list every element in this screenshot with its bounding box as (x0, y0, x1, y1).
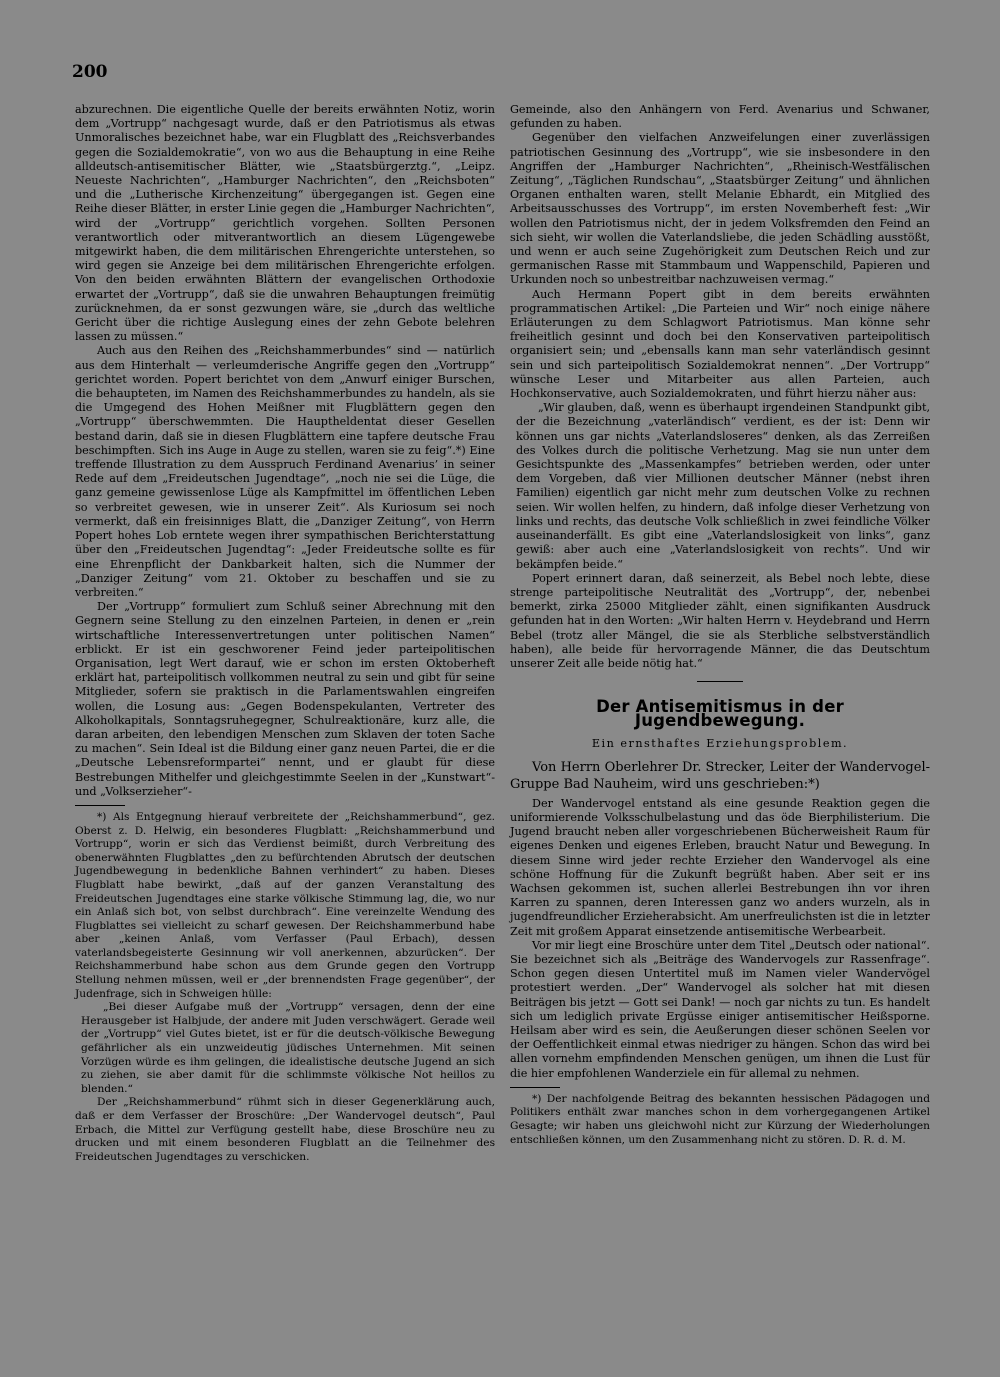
article-separator (697, 681, 743, 682)
paragraph: Der „Vortrupp“ formuliert zum Schluß seiner Abrechnung mit den Gegnern seine Stellung zu den einzelnen Parteien, in denen er „rein wirtschaftliche Interessenvertretungen unter politischen Namen“ erblickt. Er ist ein geschworener Feind jeder parteipolitischen Organisation, legt Wert darauf, wie er schon im ersten Oktoberheft erklärt hat, parteipolitisch vollkommen neutral zu sein und gibt für seine Mitglieder, sofern sie praktisch in die Parlamentswahlen eingreifen wollen, die Losung aus: „Gegen Bodenspekulanten, Vertreter des Alkoholkapitals, Sonntagsruhegegner, Schulreaktionäre, kurz alle, die daran arbeiten, den lebendigen Menschen zum Sklaven der toten Sache zu machen“. Sein Ideal ist die Bildung einer ganz neuen Partei, die er die „Deutsche Lebensreformpartei“ nennt, und er glaubt für diese Bestrebungen Mithelfer und gleichgestimmte Seelen in der „Kunstwart“- und „Volkserzieher“- (75, 600, 495, 798)
footnote-separator (510, 1087, 560, 1088)
paragraph: Gemeinde, also den Anhängern von Ferd. Avenarius und Schwaner, gefunden zu haben. (510, 103, 930, 131)
paragraph: Popert erinnert daran, daß seinerzeit, als Bebel noch lebte, diese strenge parteipolitische Neutralität des „Vortrupp“, der, nebenbei bemerkt, zirka 25000 Mitglieder zählt, einen signifikanten Ausdruck gefunden hat in den Worten: „Wir halten Herrn v. Heydebrand und Herrn Bebel (trotz aller Mängel, die sie als Sterbliche selbstverständlich haben), alle beide für hervorragende Männer, die das Deutschtum unserer Zeit alle beide nötig hat.“ (510, 571, 930, 670)
footnote-paragraph: *) Als Entgegnung hierauf verbreitete der „Reichshammerbund“, gez. Oberst z. D. Helwig, ein besonderes Flugblatt: „Reichshammerbund und Vortrupp“, worin er sich das Verdienst beimißt, durch Verbreitung des obenerwähnten Flugblattes „den zu befürchtenden Abrutsch der deutschen Jugendbewegung in bedenkliche Bahnen verhindert“ zu haben. Dieses Flugblatt habe bewirkt, „daß auf der ganzen Veranstaltung des Freideutschen Jugendtages eine starke völkische Stimmung lag, die, wo nur ein Anlaß sich bot, von selbst durchbrach“. Eine vereinzelte Wendung des Flugblattes sei vielleicht zu scharf gewesen. Der Reichshammerbund habe aber „keinen Anlaß, vom Verfasser (Paul Erbach), dessen vaterlandsbegeisterte Gesinnung wir voll anerkennen, abzurücken“. Der Reichshammerbund habe schon aus dem Grunde gegen den Vortrupp Stellung nehmen müssen, weil er „der brennendsten Frage gegenüber“, der Judenfrage, sich in Schweigen hülle: (75, 810, 495, 1000)
paragraph: Auch Hermann Popert gibt in dem bereits erwähnten programmatischen Artikel: „Die Parteien und Wir“ noch einige nähere Erläuterungen zu dem Schlagwort Patriotismus. Man könne sehr freiheitlich gesinnt und doch bei den Konservativen parteipolitisch organisiert sein; und „ebensalls kann man sehr vaterländisch gesinnt sein und sich parteipolitisch Sozialdemokrat nennen“. „Der Vortrupp“ wünsche Leser und Mitarbeiter aus allen Parteien, auch Hochkonservative, auch Sozialdemokraten, und führt hierzu näher aus: (510, 287, 930, 401)
paragraph: Gegenüber den vielfachen Anzweifelungen einer zuverlässigen patriotischen Gesinnung des „Vortrupp“, wie sie insbesondere in den Angriffen der „Hamburger Nachrichten“, „Rheinisch-Westfälischen Zeitung“, „Täglichen Rundschau“, „Staatsbürger Zeitung“ und ähnlichen Organen enthalten waren, stellt Melanie Ebhardt, ein Mitglied des Arbeitsausschusses des Vortrupp“, im ersten Novemberheft fest: „Wir wollen den Patriotismus nicht, der in jedem Volksfremden den Feind an sich sieht, wir wollen die Vaterlandsliebe, die jeden Schädling ausstößt, und wenn er auch seine Zugehörigkeit zum Deutschen Reich und zur germanischen Rasse mit Stammbaum und Wappenschild, Papieren und Urkunden noch so unbestreitbar nachzuweisen vermag.“ (510, 131, 930, 287)
footnote-separator (75, 805, 125, 806)
footnote: *) Der nachfolgende Beitrag des bekannten hessischen Pädagogen und Politikers enthält zwar manches schon in dem vorhergegangenen Artikel Gesagte; wir haben uns gleichwohl nicht zur Kürzung der Wiederholungen entschließen können, um den Zusammenhang nicht zu stören. D. R. d. M. (510, 1092, 930, 1146)
footnote-paragraph: Der „Reichshammerbund“ rühmt sich in dieser Gegenerklärung auch, daß er dem Verfasser der Broschüre: „Der Wandervogel deutsch“, Paul Erbach, die Mittel zur Verfügung gestellt habe, diese Broschüre neu zu drucken und mit einem besonderen Flugblatt an die Teilnehmer des Freideutschen Jugendtages zu verschicken. (75, 1096, 495, 1163)
article-author: Von Herrn Oberlehrer Dr. Strecker, Leiter der Wandervogel-Gruppe Bad Nauheim, wird uns geschrieben:*) (510, 759, 930, 792)
article-subtitle: Ein ernsthaftes Erziehungsproblem. (591, 736, 849, 750)
paragraph: abzurechnen. Die eigentliche Quelle der bereits erwähnten Notiz, worin dem „Vortrupp“ nachgesagt wurde, daß er den Patriotismus als etwas Unmoralisches bezeichnet habe, war ein Flugblatt des „Reichsverbandes gegen die Sozialdemokratie“, von wo aus die Behauptung in eine Reihe alldeutsch-antisemitischer Blätter, wie „Staatsbürgerztg.“, „Leipz. Neueste Nachrichten“, „Hamburger Nachrichten“, den „Reichsboten“ und die „Lutherische Kirchenzeitung“ übergegangen ist. Gegen eine Reihe dieser Blätter, in erster Linie gegen die „Hamburger Nachrichten“, wird der „Vortrupp“ gerichtlich vorgehen. Sollten Personen verantwortlich oder mitverantwortlich an diesem Lügengewebe mitgewirkt haben, die dem militärischen Ehrengerichte unterstehen, so wird gegen sie Anzeige bei dem militärischen Ehrengerichte erfolgen. Von den beiden erwähnten Blättern der evangelischen Orthodoxie erwartet der „Vortrupp“, daß sie die unwahren Behauptungen freimütig zurücknehmen, da er sonst gezwungen wäre, sie „durch das weltliche Gericht über die richtige Auslegung eines der zehn Gebote belehren lassen zu müssen.“ (75, 103, 495, 344)
paragraph: Auch aus den Reihen des „Reichshammerbundes“ sind — natürlich aus dem Hinterhalt — verleumderische Angriffe gegen den „Vortrupp“ gerichtet worden. Popert berichtet von dem „Anwurf einiger Burschen, die behaupteten, im Namen des Reichshammerbundes zu handeln, als sie die Umgegend des Hohen Meißner mit Flugblättern gegen den „Vortrupp“ überschwemmten. Die Hauptheldentat dieser Gesellen bestand darin, daß sie in diesen Flugblättern eine tapfere deutsche Frau beschimpften. Sich ins Auge in Auge zu stellen, waren sie zu feig“.*) Eine treffende Illustration zu dem Ausspruch Ferdinand Avenarius’ in seiner Rede auf dem „Freideutschen Jugendtage“, „noch nie sei die Lüge, die ganz gemeine gewissenlose Lüge als Kampfmittel im öffentlichen Leben so verbreitet gewesen, wie in unserer Zeit“. Als Kuriosum sei noch vermerkt, daß ein freisinniges Blatt, die „Danziger Zeitung“, von Herrn Popert hohes Lob erntete wegen ihrer sympathischen Berichterstattung über den „Freideutschen Jugendtag“: „Jeder Freideutsche sollte es für eine Ehrenpflicht der Dankbarkeit halten, sich die Nummer der „Danziger Zeitung“ vom 21. Oktober zu beschaffen und sie zu verbreiten.“ (75, 344, 495, 599)
paragraph: Vor mir liegt eine Broschüre unter dem Titel „Deutsch oder national“. Sie bezeichnet sich als „Beiträge des Wandervogels zur Rassenfrage“. Schon gegen diesen Untertitel muß im Namen vieler Wandervögel protestiert werden. „Der“ Wandervogel als solcher hat mit diesen Beiträgen bis jetzt — Gott sei Dank! — noch gar nichts zu tun. Es handelt sich um lediglich private Ergüsse einiger antisemitischer Heißsporne. Heilsam aber wird es sein, die Aeußerungen dieser schönen Seelen vor der Oeffentlichkeit einmal etwas niedriger zu hängen. Schon das wird bei allen vornehm empfindenden Menschen genügen, um ihnen die Lust für die hier empfohlenen Wanderziele ein für allemal zu nehmen. (510, 938, 930, 1080)
footnote (75, 811, 495, 1164)
right-column (510, 103, 930, 1147)
block-quote: „Wir glauben, daß, wenn es überhaupt irgendeinen Standpunkt gibt, der die Bezeichnung „vaterländisch“ verdient, es der ist: Denn wir können uns gar nichts „Vaterlandsloseres“ denken, als das Zerreißen des Volkes durch die politische Verhetzung. Mag sie nun unter dem Gesichtspunkte des „Massenkampfes“ betrieben werden, oder unter dem Vorgeben, daß vier Millionen deutscher Männer (nebst ihren Familien) eigentlich gar nicht mehr zum deutschen Volke zu rechnen seien. Wir wollen helfen, zu hindern, daß infolge dieser Verhetzung von links und rechts, das deutsche Volk schließlich in zwei feindliche Völker auseinanderfällt. Es gibt eine „Vaterlandslosigkeit von links“, ganz gewiß: aber auch eine „Vaterlandslosigkeit von rechts“. Und wir bekämpfen beide.“ (516, 401, 930, 571)
article-title: Der Antisemitismus in der Jugendbewegung. (596, 697, 844, 731)
page-number: 200 (72, 62, 108, 82)
footnote-quote: „Bei dieser Aufgabe muß der „Vortrupp“ versagen, denn der eine Herausgeber ist Halbjude, der andere mit Juden verschwägert. Gerade weil der „Vortrupp“ viel Gutes bietet, ist er für die deutsch-völkische Bewegung gefährlicher als ein unzweideutig jüdisches Unternehmen. Mit seinen Vorzügen würde es ihm gelingen, die idealistische deutsche Jugend an sich zu ziehen, sie aber damit für die schlimmste völkische Not heillos zu blenden.“ (81, 1001, 495, 1095)
paragraph: Der Wandervogel entstand als eine gesunde Reaktion gegen die uniformierende Volksschulbelastung und das öde Bierphilisterium. Die Jugend braucht neben aller vorgeschriebenen Bücherweisheit Raum für eigenes Denken und eigenes Erleben, braucht Natur und Bewegung. In diesem Sinne wird jeder rechte Erzieher den Wandervogel als eine schöne Hoffnung für die Zukunft begrüßt haben. Aber seit er ins Wachsen gekommen ist, suchen allerlei Bestrebungen ihn vor ihren Karren zu spannen, deren Interessen ganz wo anders wurzeln, als in jugendfreundlicher Erzieherabsicht. Am unerfreulichsten ist die in letzter Zeit mit großem Apparat einsetzende antisemitische Werbearbeit. (510, 796, 930, 938)
left-column (75, 103, 495, 1164)
